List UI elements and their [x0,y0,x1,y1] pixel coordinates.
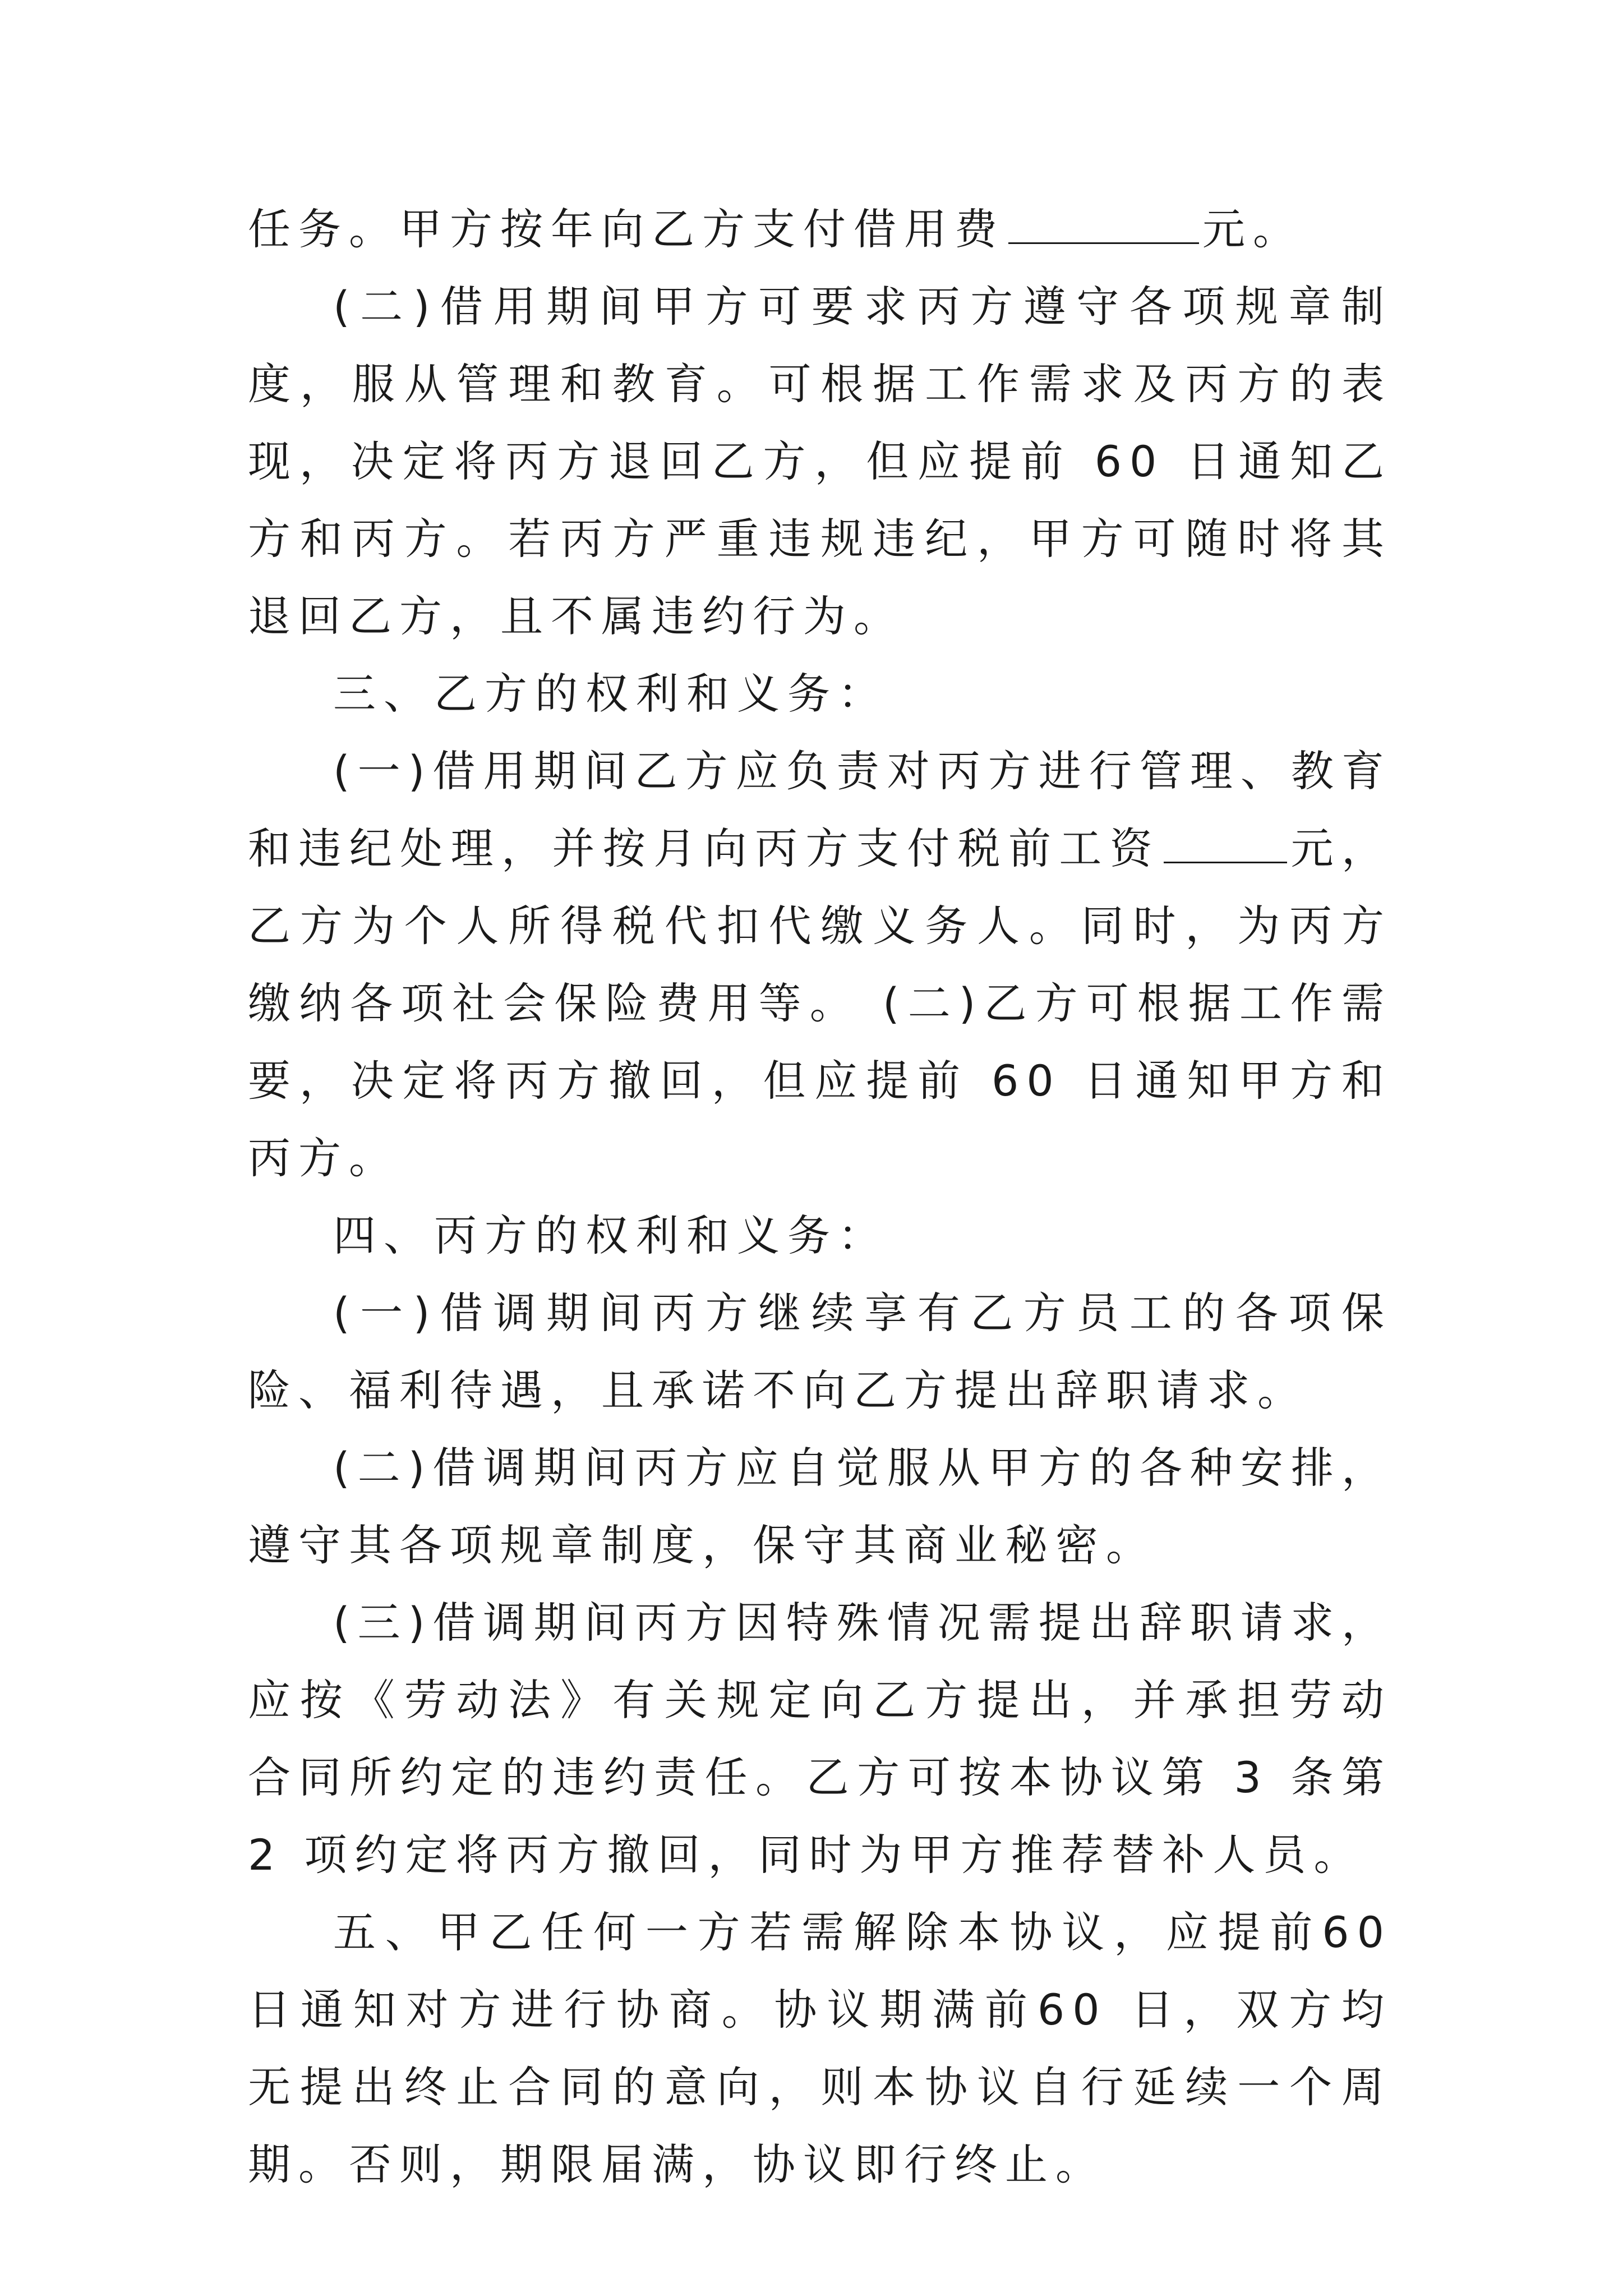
section-heading-party-c-rights: 四、丙方的权利和义务： [333,1211,888,1260]
paragraph-text: 元，乙方为个人所得税代扣代缴义务人。同时，为丙方缴纳各项社会保险费用等。 (二)乙方可根据工作需要，决定将丙方撤回，但应提前 60 日通知甲方和丙方。 [248,823,1393,1183]
fee-amount-blank [1008,203,1199,244]
document-body [248,191,1392,2203]
paragraph-termination-clause: 五、甲乙任何一方若需解除本协议，应提前60 日通知对方进行协商。协议期满前60 日，双方均无提出终止合同的意向，则本协议自行延续一个周期。否则，期限届满，协议即行终止。 [248,1907,1392,2189]
paragraph-party-c-clause-2: (二)借调期间丙方应自觉服从甲方的各种安排，遵守其各项规章制度，保守其商业秘密。 [248,1443,1392,1570]
section-heading-party-b-rights: 三、乙方的权利和义务： [333,669,888,719]
salary-amount-blank [1164,822,1287,863]
paragraph-party-a-clause-2: (二)借用期间甲方可要求丙方遵守各项规章制度，服从管理和教育。可根据工作需求及丙方的表现，决定将丙方退回乙方，但应提前 60 日通知乙方和丙方。若丙方严重违规违纪，甲方可随时将其退回乙方，且不属违约行为。 [248,282,1392,641]
paragraph-text: 任务。甲方按年向乙方支付借用费 [248,204,1005,254]
paragraph-text: (一)借用期间乙方应负责对丙方进行管理、教育和违纪处理，并按月向丙方支付税前工资 [248,746,1392,873]
paragraph-party-c-clause-1: (一)借调期间丙方继续享有乙方员工的各项保险、福利待遇，且承诺不向乙方提出辞职请求。 [248,1288,1392,1415]
paragraph-text: 元。 [1202,204,1303,254]
paragraph-borrowing-fee [248,191,1392,268]
paragraph-party-c-clause-3: (三)借调期间丙方因特殊情况需提出辞职请求，应按《劳动法》有关规定向乙方提出，并承担劳动合同所约定的违约责任。乙方可按本协议第 3 条第 2 项约定将丙方撤回，同时为甲方推荐替补人员。 [248,1598,1392,1880]
paragraph-party-b-clauses [248,733,1392,1197]
